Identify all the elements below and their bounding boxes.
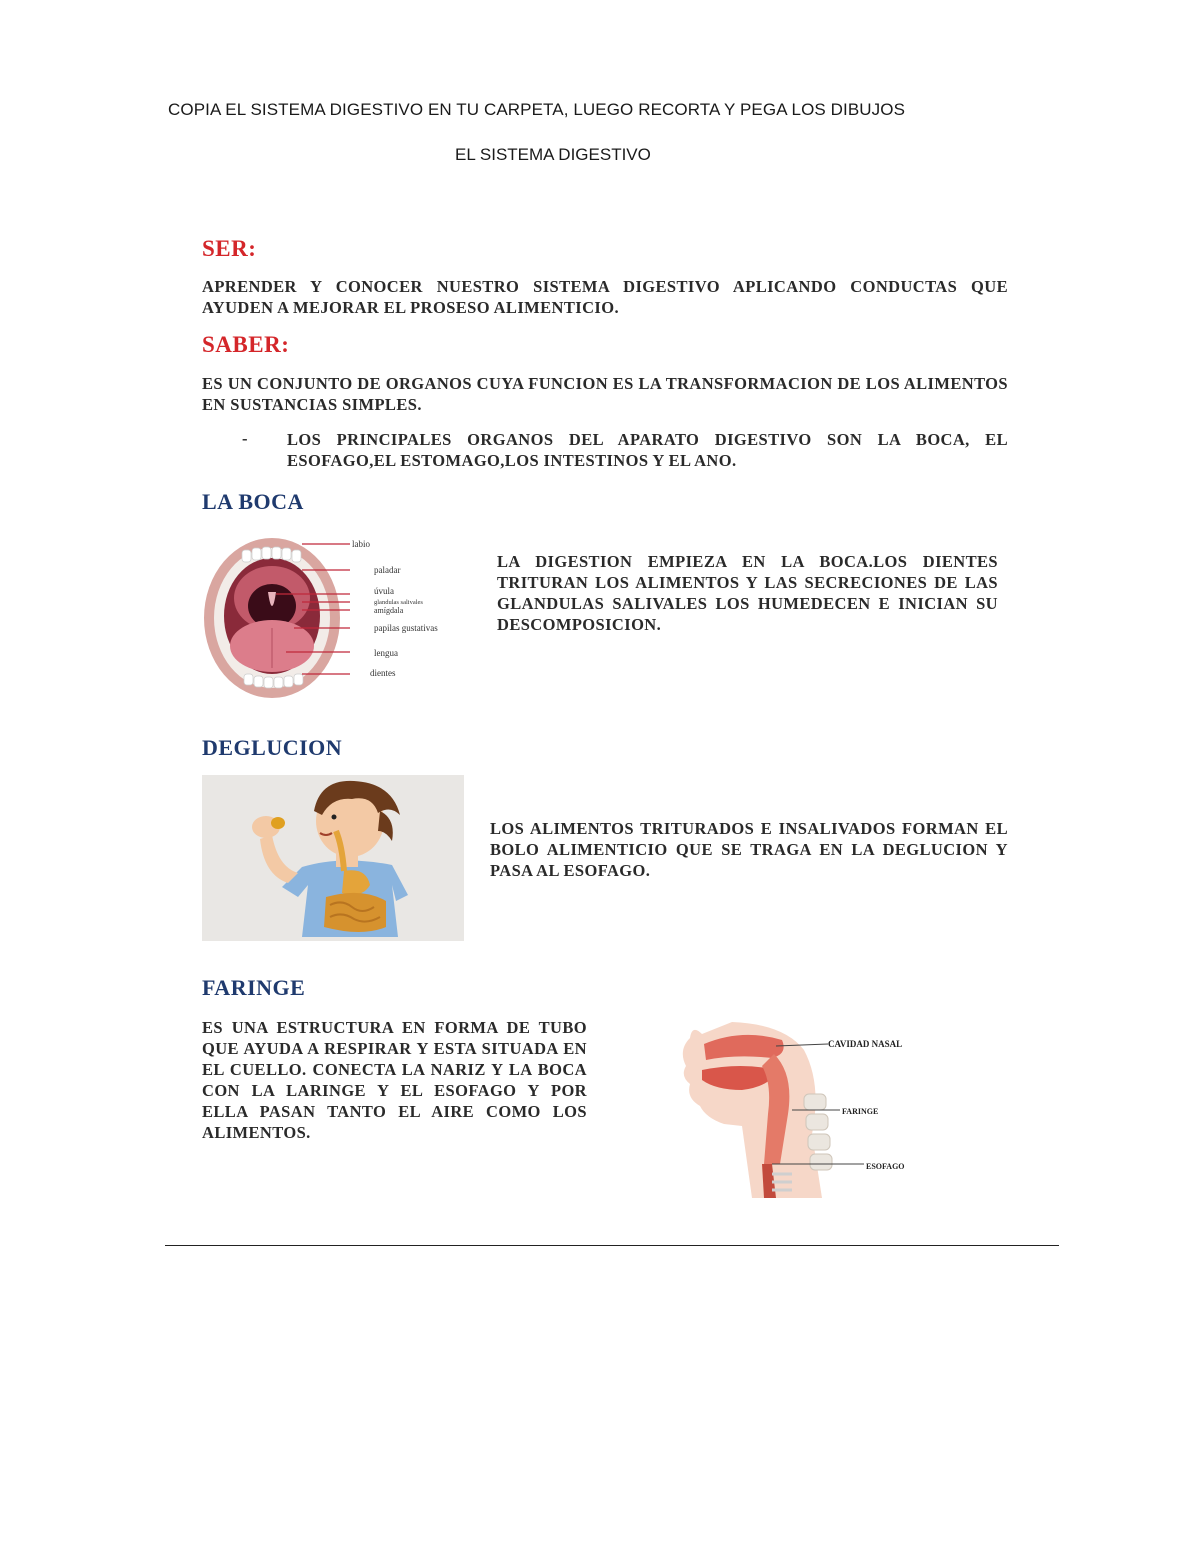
saber-text: ES UN CONJUNTO DE ORGANOS CUYA FUNCION ES LA TRANSFORMACION DE LOS ALIMENTOS EN SUSTANCIAS SIMPLES. (202, 374, 1008, 414)
deglucion-text: LOS ALIMENTOS TRITURADOS E INSALIVADOS FORMAN EL BOLO ALIMENTICIO QUE SE TRAGA EN LA DEGLUCION Y PASA AL ESOFAGO. (490, 819, 1008, 880)
label-lengua: lengua (374, 648, 398, 658)
deglucion-heading: DEGLUCION (202, 735, 343, 760)
label-amigdala: amígdala (374, 606, 404, 615)
label-uvula: úvula (374, 586, 394, 596)
label-paladar: paladar (374, 565, 401, 575)
instruction-text: COPIA EL SISTEMA DIGESTIVO EN TU CARPETA, LUEGO RECORTA Y PEGA LOS DIBUJOS (168, 100, 906, 119)
label-labio: labio (352, 539, 370, 549)
faringe-heading: FARINGE (202, 975, 306, 1000)
mouth-diagram (202, 528, 464, 702)
label-papilas: papilas gustativas (374, 623, 438, 633)
saber-heading: SABER: (202, 332, 290, 357)
faringe-text: ES UNA ESTRUCTURA EN FORMA DE TUBO QUE AYUDA A RESPIRAR Y ESTA SITUADA EN EL CUELLO. CONECTA LA NARIZ Y LA BOCA CON LA LARINGE Y EL ESOFAGO Y POR ELLA PASAN TANTO EL AIRE COMO LOS ALIMENTOS. (202, 1018, 587, 1142)
bullet-marker: - (242, 429, 248, 448)
pharynx-diagram (672, 1014, 944, 1198)
saber-bullet-text: LOS PRINCIPALES ORGANOS DEL APARATO DIGESTIVO SON LA BOCA, EL ESOFAGO,EL ESTOMAGO,LOS INTESTINOS Y EL ANO. (287, 430, 1008, 470)
label-glandulas: glandulas salivales (374, 599, 423, 606)
boca-heading: LA BOCA (202, 489, 304, 514)
boca-text: LA DIGESTION EMPIEZA EN LA BOCA.LOS DIENTES TRITURAN LOS ALIMENTOS Y LAS SECRECIONES DE LAS GLANDULAS SALIVALES LOS HUMEDECEN E INICIAN SU DESCOMPOSICION. (497, 552, 998, 634)
ser-text: APRENDER Y CONOCER NUESTRO SISTEMA DIGESTIVO APLICANDO CONDUCTAS QUE AYUDEN A MEJORAR EL PROSESO ALIMENTICIO. (202, 277, 1008, 317)
label-faringe: FARINGE (842, 1107, 879, 1116)
footer-rule (165, 1245, 1059, 1246)
ser-heading: SER: (202, 236, 257, 261)
swallowing-boy-illustration (202, 775, 464, 941)
document-title: EL SISTEMA DIGESTIVO (455, 145, 651, 164)
label-cavidad-nasal: CAVIDAD NASAL (828, 1039, 903, 1049)
label-dientes: dientes (370, 668, 396, 678)
label-esofago: ESOFAGO (866, 1162, 905, 1171)
